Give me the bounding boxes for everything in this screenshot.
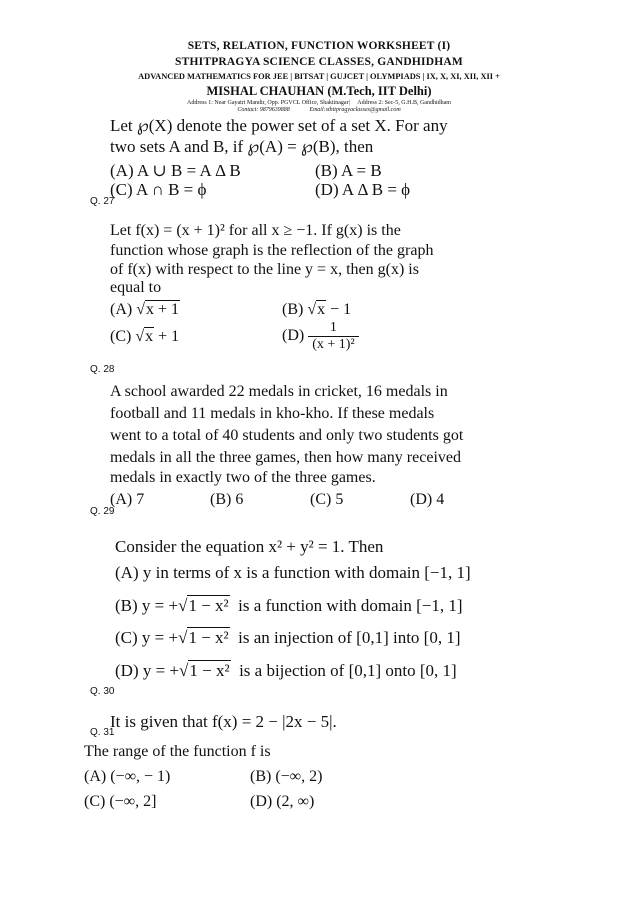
q29-option-b: (B) 6 <box>210 491 244 508</box>
q28-option-a-radicand: x + 1 <box>146 301 180 318</box>
q30-option-b: (B) y = +√1 − x² is a function with domain [−1, 1] <box>115 596 463 615</box>
q29-option-a: (A) 7 <box>110 491 145 508</box>
q30-option-d: (D) y = +√1 − x² is a bijection of [0,1] onto [0, 1] <box>115 661 457 680</box>
q27-option-d: (D) A Δ B = ϕ <box>315 180 411 199</box>
institute-name: STHITPRAGYA SCIENCE CLASSES, GANDHIDHAM <box>175 56 463 68</box>
q28-option-a: (A) √x + 1 <box>110 301 180 318</box>
courses-line: ADVANCED MATHEMATICS FOR JEE | BITSAT | GUJCET | OLYMPIADS | IX, X, XI, XII, XII + <box>138 72 500 81</box>
q30-option-b-pre: (B) y = + <box>115 596 179 615</box>
q27-option-a: (A) A ∪ B = A Δ B <box>110 161 241 180</box>
q31-option-a: (A) (−∞, − 1) <box>84 768 171 785</box>
q28-option-c-radicand: x <box>145 328 154 345</box>
q31-option-b: (B) (−∞, 2) <box>250 768 323 785</box>
q27-option-b: (B) A = B <box>315 161 382 180</box>
address-line <box>0 100 638 106</box>
q28-line-4: equal to <box>110 279 162 296</box>
q28-option-d-numerator: 1 <box>308 320 358 337</box>
q28-option-d <box>282 320 359 353</box>
q28-option-d-fraction <box>308 320 358 353</box>
q29-line-2: football and 11 medals in kho-kho. If these medals <box>110 405 435 422</box>
q30-option-d-pre: (D) y = + <box>115 661 180 680</box>
q28-number: Q. 28 <box>90 364 115 375</box>
q27-number: Q. 27 <box>90 196 115 207</box>
q31-option-c: (C) (−∞, 2] <box>84 793 157 810</box>
q27-line-1: Let ℘(X) denote the power set of a set X. For any <box>110 116 448 135</box>
q30-option-c-post: is an injection of [0,1] into [0, 1] <box>238 628 461 647</box>
q29-line-3: went to a total of 40 students and only two students got <box>110 427 464 444</box>
q28-option-c-tail: + 1 <box>154 328 180 345</box>
q30-option-d-radicand: 1 − x² <box>189 661 230 680</box>
q28-line-3: of f(x) with respect to the line y = x, then g(x) is <box>110 261 419 278</box>
q28-line-2: function whose graph is the reflection of the graph <box>110 242 434 259</box>
contact-line <box>0 107 638 113</box>
q29-line-1: A school awarded 22 medals in cricket, 16 medals in <box>110 383 448 400</box>
q30-option-d-post: is a bijection of [0,1] onto [0, 1] <box>239 661 457 680</box>
q30-option-b-post: is a function with domain [−1, 1] <box>238 596 463 615</box>
worksheet-title: SETS, RELATION, FUNCTION WORKSHEET (I) <box>187 40 451 52</box>
q30-option-c-pre: (C) y = + <box>115 628 179 647</box>
q28-option-b-radicand: x <box>317 301 326 318</box>
q30-stem: Consider the equation x² + y² = 1. Then <box>115 537 384 556</box>
q31-number: Q. 31 <box>90 727 115 738</box>
q30-option-c-radicand: 1 − x² <box>188 628 229 647</box>
q29-line-4: medals in all the three games, then how many received <box>110 449 461 466</box>
q28-option-d-denominator: (x + 1)² <box>312 337 355 352</box>
q29-option-c: (C) 5 <box>310 491 344 508</box>
q30-option-b-radicand: 1 − x² <box>188 596 229 615</box>
q31-line-1: It is given that f(x) = 2 − |2x − 5|. <box>110 712 337 731</box>
q30-option-c: (C) y = +√1 − x² is an injection of [0,1] into [0, 1] <box>115 628 461 647</box>
q27-option-c: (C) A ∩ B = ϕ <box>110 180 207 199</box>
q28-option-b-label: (B) <box>282 301 304 318</box>
q28-line-1: Let f(x) = (x + 1)² for all x ≥ −1. If g(x) is the <box>110 222 401 239</box>
address-1: Address 1: Near Gayatri Mandir, Opp. PGVCL Office, Shaktinagar| <box>187 100 350 106</box>
q31-line-2: The range of the function f is <box>84 743 271 760</box>
q28-option-b-tail: − 1 <box>326 301 352 318</box>
q29-number: Q. 29 <box>90 506 115 517</box>
q30-option-a: (A) y in terms of x is a function with domain [−1, 1] <box>115 563 471 582</box>
q28-option-c-label: (C) <box>110 328 132 345</box>
address-2: Address 2: Sec-5, G.H.B, Gandhidham <box>357 100 451 106</box>
q28-option-c: (C) √x + 1 <box>110 328 180 345</box>
q27-line-2: two sets A and B, if ℘(A) = ℘(B), then <box>110 137 374 156</box>
contact-phone: Contact: 9879639888 <box>237 107 290 113</box>
q31-option-d: (D) (2, ∞) <box>250 793 315 810</box>
q30-number: Q. 30 <box>90 686 115 697</box>
contact-email: Email:sthitpragyaclasses@gmail.com <box>309 107 401 113</box>
q28-option-b: (B) √x − 1 <box>282 301 352 318</box>
teacher-name: MISHAL CHAUHAN (M.Tech, IIT Delhi) <box>206 84 432 98</box>
q28-option-d-label: (D) <box>282 327 305 345</box>
q28-option-a-label: (A) <box>110 301 133 318</box>
q29-option-d: (D) 4 <box>410 491 445 508</box>
q29-line-5: medals in exactly two of the three games. <box>110 469 376 486</box>
